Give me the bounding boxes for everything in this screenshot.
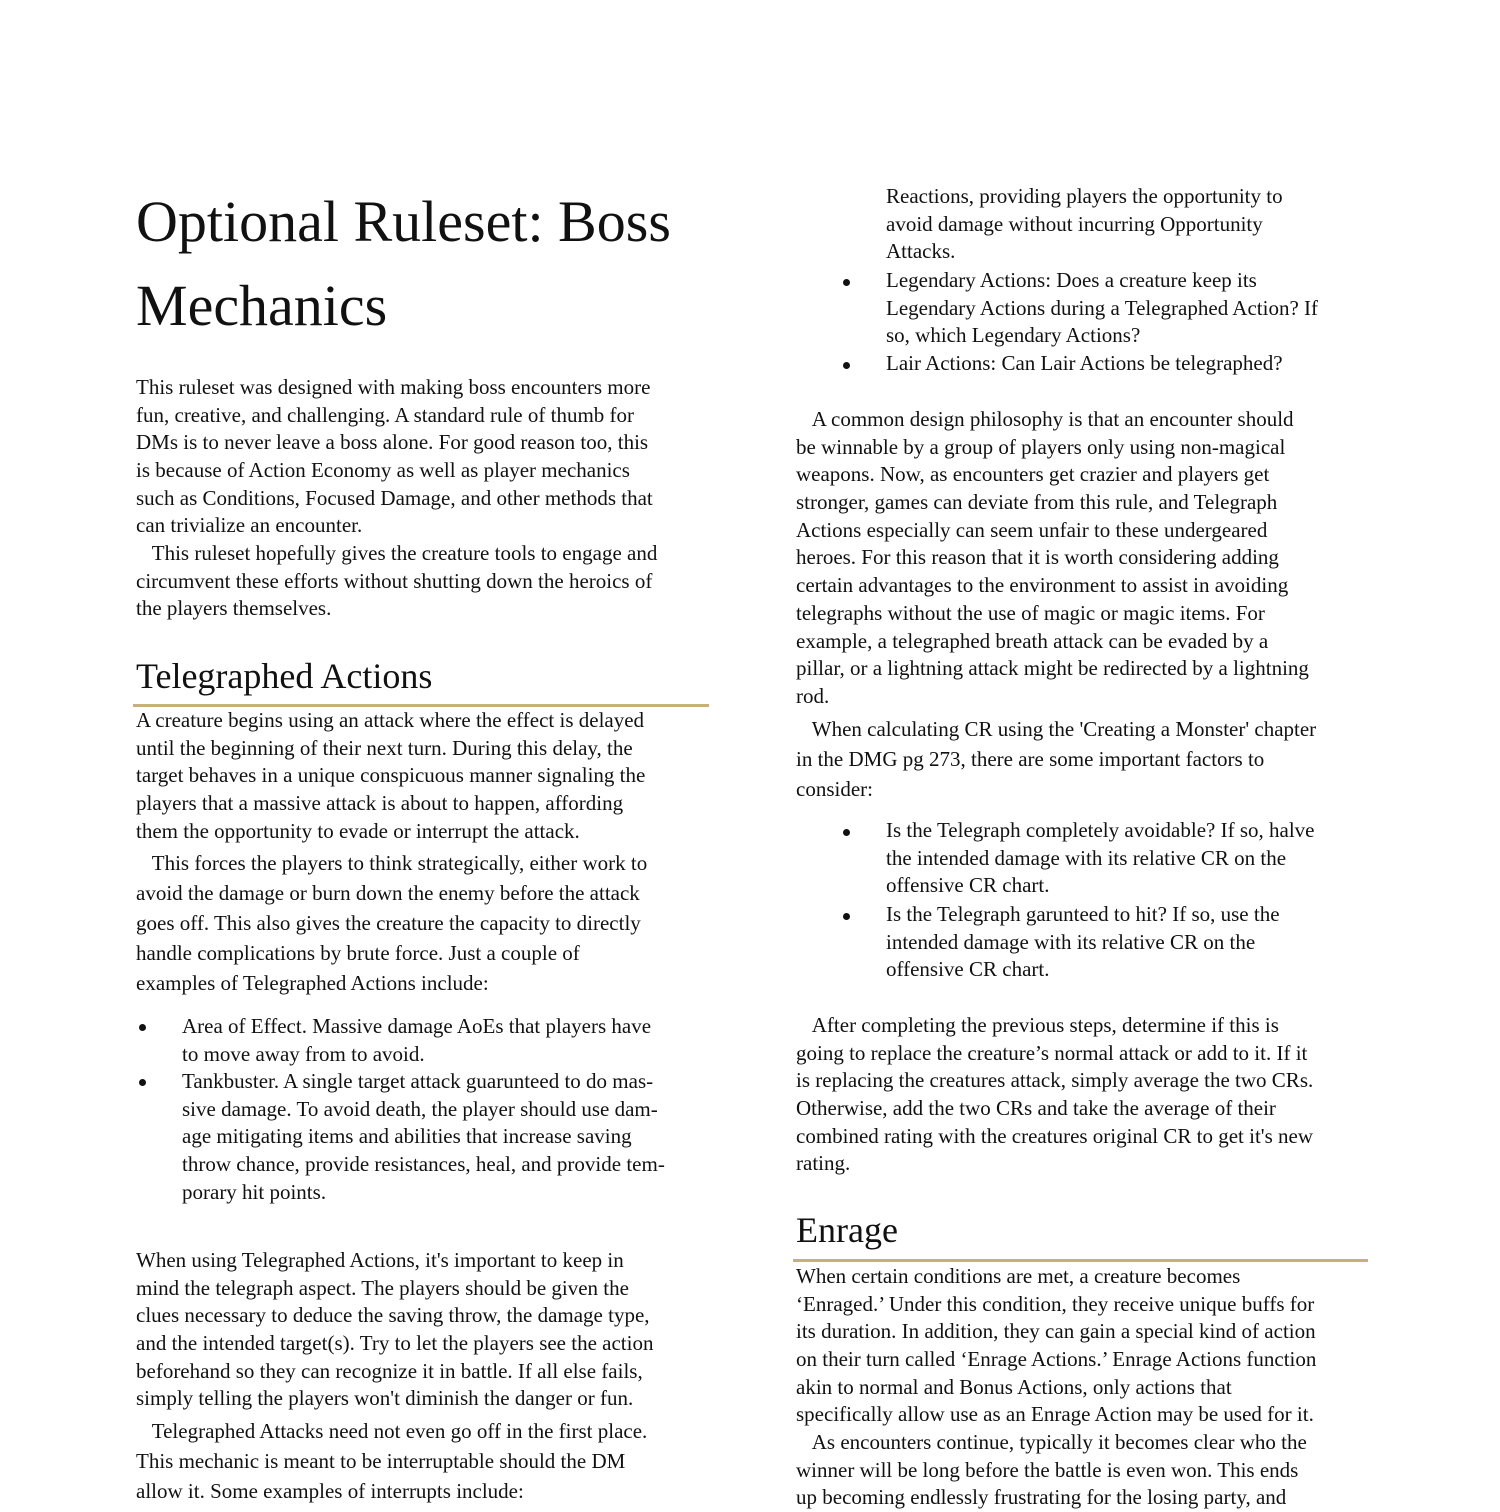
- bullet-item: [182, 1013, 651, 1068]
- steps-paragraph: [796, 1012, 1313, 1178]
- page-title: [136, 180, 671, 348]
- text-line: When certain conditions are met, a creature becomes: [796, 1264, 1241, 1288]
- design-paragraph: [796, 406, 1309, 711]
- text-line: beforehand so they can recognize it in battle. If all else fails,: [136, 1358, 643, 1383]
- bullet-item: [182, 1068, 665, 1206]
- heading-rule: [793, 1259, 1368, 1262]
- text-line: is replacing the creatures attack, simply average the two CRs.: [796, 1068, 1314, 1093]
- enrage-paragraph: [796, 1263, 1316, 1429]
- text-line: offensive CR chart.: [886, 873, 1050, 898]
- telegraph-paragraph-2: [136, 848, 647, 998]
- text-line: going to replace the creature’s normal attack or add to it. If it: [796, 1040, 1308, 1065]
- text-line: After completing the previous steps, determine if this is: [796, 1013, 1279, 1037]
- text-line: winner will be long before the battle is even won. This ends: [796, 1457, 1299, 1482]
- text-line: sive damage. To avoid death, the player should use dam-: [182, 1096, 658, 1121]
- text-line: stronger, games can deviate from this rule, and Telegraph: [796, 490, 1278, 515]
- text-line: goes off. This also gives the creature the capacity to directly: [136, 911, 641, 935]
- text-line: This forces the players to think strategically, either work to: [136, 851, 648, 875]
- text-line: Optional Ruleset: Boss: [136, 189, 671, 254]
- text-line: can trivialize an encounter.: [136, 513, 363, 538]
- text-line: consider:: [796, 777, 873, 801]
- text-line: telegraphs without the use of magic or magic items. For: [796, 600, 1265, 625]
- text-line: them the opportunity to evade or interrupt the attack.: [136, 818, 580, 843]
- text-line: and the intended target(s). Try to let the players see the action: [136, 1331, 654, 1356]
- text-line: akin to normal and Bonus Actions, only actions that: [796, 1374, 1232, 1399]
- text-line: to move away from to avoid.: [182, 1041, 425, 1066]
- text-line: DMs is to never leave a boss alone. For good reason too, this: [136, 430, 649, 455]
- text-line: Mechanics: [136, 273, 388, 338]
- text-line: examples of Telegraphed Actions include:: [136, 971, 489, 995]
- text-line: avoid the damage or burn down the enemy before the attack: [136, 881, 640, 905]
- text-line: A common design philosophy is that an encounter should: [796, 407, 1294, 431]
- text-line: fun, creative, and challenging. A standard rule of thumb for: [136, 402, 635, 427]
- intro-paragraph-2: [136, 540, 657, 623]
- text-line: age mitigating items and abilities that increase saving: [182, 1124, 632, 1149]
- text-line: certain advantages to the environment to assist in avoiding: [796, 573, 1289, 598]
- text-line: clues necessary to deduce the saving throw, the damage type,: [136, 1303, 650, 1328]
- text-line: so, which Legendary Actions?: [886, 323, 1141, 348]
- text-line: up becoming endlessly frustrating for the losing party, and: [796, 1485, 1287, 1510]
- text-line: Tankbuster. A single target attack guarunteed to do mas-: [182, 1069, 654, 1093]
- text-line: Is the Telegraph garunteed to hit? If so, use the: [886, 902, 1280, 926]
- text-line: Otherwise, add the two CRs and take the average of their: [796, 1096, 1276, 1121]
- text-line: until the beginning of their next turn. During this delay, the: [136, 735, 633, 760]
- text-line: throw chance, provide resistances, heal, and provide tem-: [182, 1152, 665, 1177]
- text-line: allow it. Some examples of interrupts include:: [136, 1479, 524, 1503]
- text-line: porary hit points.: [182, 1179, 327, 1204]
- text-line: heroes. For this reason that it is worth considering adding: [796, 545, 1279, 570]
- text-line: Legendary Actions during a Telegraphed Action? If: [886, 295, 1318, 320]
- text-line: As encounters continue, typically it becomes clear who the: [796, 1430, 1307, 1454]
- text-line: Lair Actions: Can Lair Actions be telegraphed?: [886, 351, 1283, 375]
- text-line: Actions especially can seem unfair to these undergeared: [796, 517, 1268, 542]
- text-line: is because of Action Economy as well as player mechanics: [136, 458, 630, 483]
- text-line: simply telling the players won't diminish the danger or fun.: [136, 1386, 634, 1411]
- text-line: its duration. In addition, they can gain a special kind of action: [796, 1319, 1316, 1344]
- text-line: When using Telegraphed Actions, it's important to keep in: [136, 1248, 624, 1272]
- text-line: rating.: [796, 1151, 851, 1176]
- bullet-item: [886, 817, 1314, 900]
- text-line: weapons. Now, as encounters get crazier and players get: [796, 462, 1270, 487]
- text-line: example, a telegraphed breath attack can be evaded by a: [796, 628, 1269, 653]
- text-line: Is the Telegraph completely avoidable? If so, halve: [886, 818, 1315, 842]
- bullet-icon: [843, 829, 850, 836]
- text-line: handle complications by brute force. Just a couple of: [136, 941, 580, 965]
- intro-paragraph: [136, 374, 653, 540]
- text-line: be winnable by a group of players only using non-magical: [796, 434, 1286, 459]
- text-line: Area of Effect. Massive damage AoEs that players have: [182, 1014, 652, 1038]
- text-line: combined rating with the creatures original CR to get it's new: [796, 1123, 1313, 1148]
- section-heading-enrage: Enrage: [796, 1210, 898, 1250]
- text-line: on their turn called ‘Enrage Actions.’ Enrage Actions function: [796, 1347, 1317, 1372]
- bullet-item: [886, 267, 1318, 350]
- text-line: the players themselves.: [136, 596, 332, 621]
- bullet-item: [886, 901, 1280, 984]
- text-line: specifically allow use as an Enrage Action may be used for it.: [796, 1402, 1314, 1427]
- text-line: the intended damage with its relative CR on the: [886, 845, 1287, 870]
- text-line: Legendary Actions: Does a creature keep its: [886, 268, 1257, 292]
- text-line: Telegraphed Attacks need not even go off in the first place.: [136, 1419, 648, 1443]
- text-line: target behaves in a unique conspicuous manner signaling the: [136, 763, 646, 788]
- text-line: offensive CR chart.: [886, 957, 1050, 982]
- telegraph-paragraph: [136, 707, 645, 845]
- telegraph-paragraph-4: [136, 1416, 647, 1506]
- text-line: players that a massive attack is about to happen, affording: [136, 791, 624, 816]
- bullet-item: [886, 183, 1283, 266]
- text-line: This mechanic is meant to be interruptable should the DM: [136, 1449, 626, 1473]
- cr-paragraph: [796, 714, 1316, 804]
- text-line: Reactions, providing players the opportunity to: [886, 184, 1283, 208]
- text-line: This ruleset was designed with making boss encounters more: [136, 375, 651, 399]
- text-line: When calculating CR using the 'Creating a Monster' chapter: [796, 717, 1317, 741]
- text-line: such as Conditions, Focused Damage, and other methods that: [136, 485, 653, 510]
- text-line: A creature begins using an attack where the effect is delayed: [136, 708, 645, 732]
- bullet-icon: [843, 279, 850, 286]
- text-line: in the DMG pg 273, there are some important factors to: [796, 747, 1265, 771]
- bullet-icon: [139, 1024, 146, 1031]
- bullet-icon: [843, 362, 850, 369]
- text-line: Attacks.: [886, 239, 956, 264]
- telegraph-paragraph-3: [136, 1247, 653, 1413]
- text-line: avoid damage without incurring Opportunity: [886, 211, 1263, 236]
- bullet-icon: [843, 913, 850, 920]
- text-line: pillar, or a lightning attack might be redirected by a lightning: [796, 656, 1309, 681]
- text-line: intended damage with its relative CR on the: [886, 929, 1256, 954]
- bullet-item: [886, 350, 1283, 378]
- text-line: rod.: [796, 683, 830, 708]
- text-line: circumvent these efforts without shutting down the heroics of: [136, 568, 653, 593]
- bullet-icon: [139, 1079, 146, 1086]
- text-line: ‘Enraged.’ Under this condition, they receive unique buffs for: [796, 1291, 1315, 1316]
- text-line: This ruleset hopefully gives the creature tools to engage and: [136, 541, 658, 565]
- text-line: mind the telegraph aspect. The players should be given the: [136, 1275, 629, 1300]
- section-heading-telegraphed-actions: Telegraphed Actions: [136, 656, 433, 696]
